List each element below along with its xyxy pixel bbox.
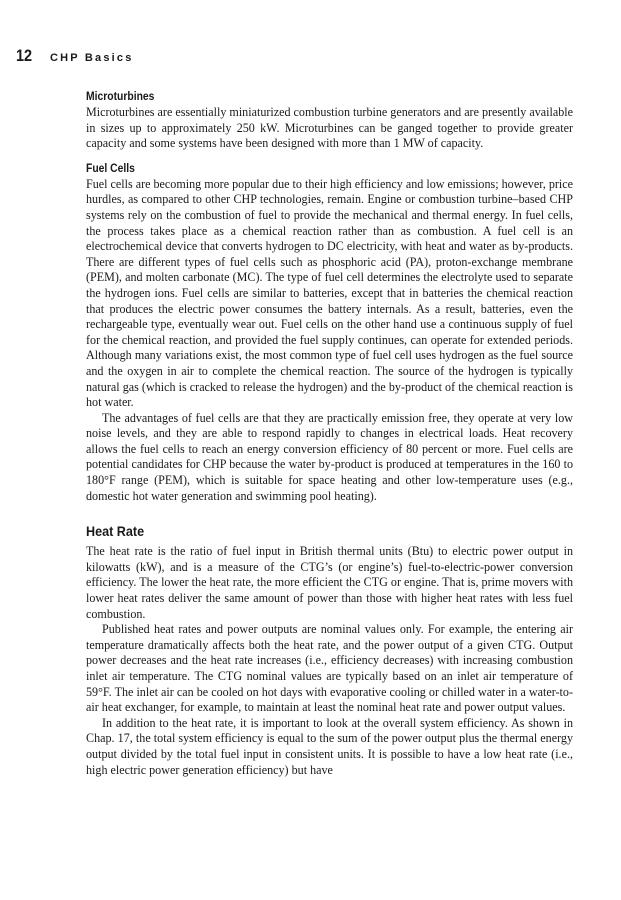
running-title: CHP Basics [50, 52, 134, 64]
running-head [16, 46, 134, 66]
paragraph-microturbines-1: Microturbines are essentially miniaturized combustion turbine generators and are presently available in sizes up to approximately 250 kW. Microturbines can be ganged together to provide greater capacity and some systems have been designed with more than 1 MW of capacity. [86, 105, 573, 151]
heading-heat-rate: Heat Rate [86, 523, 145, 540]
heading-microturbines: Microturbines [86, 91, 155, 103]
paragraph-fuel-cells-1: Fuel cells are becoming more popular due to their high efficiency and low emissions; however, price hurdles, as compared to other CHP technologies, remain. Engine or combustion turbine–based CHP systems rely on the combustion of fuel to provide the mechanical and thermal energy. In fuel cells, the process takes place as a chemical reaction rather than as combustion. A fuel cell is an electrochemical device that converts hydrogen to DC electricity, with heat and water as by-products. There are different types of fuel cells such as phosphoric acid (PA), proton-exchange membrane (PEM), and molten carbonate (MC). The type of fuel cell determines the electrolyte used to separate the hydrogen ions. Fuel cells are similar to batteries, except that in batteries the chemical reaction that produces the electric power consumes the battery internals. As a result, batteries, even the rechargeable type, eventually wear out. Fuel cells on the other hand use a continuous supply of fuel for the chemical reaction, and provided the fuel supply continues, can operate for extended periods. Although many variations exist, the most common type of fuel cell uses hydrogen as the fuel source and the oxygen in air to complete the chemical reaction. The source of the hydrogen is typically natural gas (which is cracked to release the hydrogen) and the by-product of the chemical reaction is hot water. [86, 176, 573, 410]
paragraph-heat-rate-2: Published heat rates and power outputs are nominal values only. For example, the entering air temperature dramatically affects both the heat rate, and the power output of a given CTG. Output power decreases and the heat rate increases (i.e., efficiency decreases) with increasing combustion inlet air temperature. The CTG nominal values are typically based on an inlet air temperature of 59°F. The inlet air can be cooled on hot days with evaporative cooling or chilled water in a water-to-air heat exchanger, for example, to maintain at least the nominal heat rate and power output values. [86, 622, 573, 715]
paragraph-heat-rate-1: The heat rate is the ratio of fuel input in British thermal units (Btu) to electric power output in kilowatts (kW), and is a measure of the CTG’s (or engine’s) fuel-to-electric-power conversion efficiency. The lower the heat rate, the more efficient the CTG or engine. That is, prime movers with lower heat rates deliver the same amount of power than those with higher heat rates with less fuel combustion. [86, 544, 573, 621]
page-body [86, 90, 573, 778]
page-number: 12 [16, 46, 33, 65]
paragraph-fuel-cells-2: The advantages of fuel cells are that they are practically emission free, they operate at very low noise levels, and they are able to respond rapidly to changes in electrical loads. Heat recovery allows the fuel cells to reach an energy conversion efficiency of 80 percent or more. Fuel cells are potential candidates for CHP because the water by-product is produced at temperatures in the 160 to 180°F range (PEM), which is suitable for space heating and other low-temperature uses (e.g., domestic hot water generation and swimming pool heating). [86, 410, 573, 503]
paragraph-heat-rate-3: In addition to the heat rate, it is important to look at the overall system efficiency. As shown in Chap. 17, the total system efficiency is equal to the sum of the power output plus the thermal energy output divided by the total fuel input in consistent units. It is possible to have a low heat rate (i.e., high electric power generation efficiency) but have [86, 715, 573, 777]
heading-fuel-cells: Fuel Cells [86, 162, 135, 175]
